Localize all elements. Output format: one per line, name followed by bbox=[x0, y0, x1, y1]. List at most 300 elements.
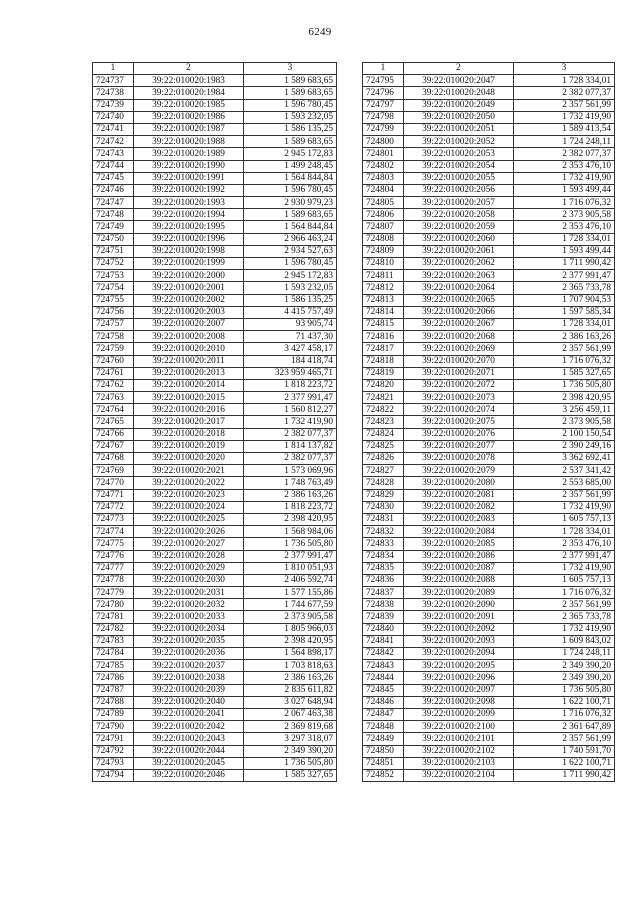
cadastral-number-cell: 39:22:010020:2031 bbox=[134, 587, 244, 599]
value-cell: 4 415 757,49 bbox=[244, 306, 337, 318]
value-cell: 1 728 334,01 bbox=[514, 318, 615, 330]
value-cell: 2 357 561,99 bbox=[514, 343, 615, 355]
table-row bbox=[363, 623, 615, 635]
value-cell: 1 596 780,45 bbox=[244, 184, 337, 196]
table-row bbox=[363, 294, 615, 306]
value-cell: 1 732 419,90 bbox=[514, 172, 615, 184]
cadastral-number-cell: 39:22:010020:1999 bbox=[134, 258, 244, 270]
value-cell: 1 622 100,71 bbox=[514, 696, 615, 708]
cadastral-number-cell: 39:22:010020:2001 bbox=[134, 282, 244, 294]
cadastral-number-cell: 39:22:010020:1991 bbox=[134, 172, 244, 184]
table-row bbox=[363, 306, 615, 318]
table-row bbox=[363, 258, 615, 270]
column-header-1: 1 bbox=[93, 63, 134, 75]
cadastral-number-cell: 39:22:010020:2039 bbox=[134, 684, 244, 696]
value-cell: 2 934 527,63 bbox=[244, 245, 337, 257]
cadastral-number-cell: 39:22:010020:2037 bbox=[134, 660, 244, 672]
value-cell: 2 369 819,68 bbox=[244, 721, 337, 733]
table-row bbox=[363, 769, 615, 781]
value-cell: 1 711 990,42 bbox=[514, 258, 615, 270]
cadastral-number-cell: 39:22:010020:2101 bbox=[404, 733, 514, 745]
row-number-cell: 724747 bbox=[93, 197, 134, 209]
table-row bbox=[363, 123, 615, 135]
value-cell: 1 736 505,80 bbox=[244, 757, 337, 769]
table-row bbox=[93, 733, 337, 745]
row-number-cell: 724833 bbox=[363, 538, 404, 550]
value-cell: 1 605 757,13 bbox=[514, 513, 615, 525]
value-cell: 1 577 155,86 bbox=[244, 587, 337, 599]
cadastral-number-cell: 39:22:010020:1998 bbox=[134, 245, 244, 257]
row-number-cell: 724776 bbox=[93, 550, 134, 562]
cadastral-number-cell: 39:22:010020:2017 bbox=[134, 416, 244, 428]
table-row bbox=[363, 331, 615, 343]
value-cell: 1 814 137,82 bbox=[244, 440, 337, 452]
row-number-cell: 724815 bbox=[363, 318, 404, 330]
row-number-cell: 724791 bbox=[93, 733, 134, 745]
table-row bbox=[93, 489, 337, 501]
value-cell: 1 593 232,05 bbox=[244, 111, 337, 123]
row-number-cell: 724760 bbox=[93, 355, 134, 367]
row-number-cell: 724765 bbox=[93, 416, 134, 428]
cadastral-number-cell: 39:22:010020:2048 bbox=[404, 87, 514, 99]
table-row bbox=[93, 87, 337, 99]
table-row bbox=[363, 599, 615, 611]
cadastral-number-cell: 39:22:010020:2046 bbox=[134, 769, 244, 781]
value-cell: 2 537 341,42 bbox=[514, 465, 615, 477]
value-cell: 2 386 163,26 bbox=[244, 672, 337, 684]
table-row bbox=[363, 282, 615, 294]
cadastral-number-cell: 39:22:010020:2025 bbox=[134, 513, 244, 525]
table-row bbox=[93, 392, 337, 404]
row-number-cell: 724759 bbox=[93, 343, 134, 355]
column-header-2: 2 bbox=[134, 63, 244, 75]
row-number-cell: 724794 bbox=[93, 769, 134, 781]
cadastral-number-cell: 39:22:010020:2099 bbox=[404, 708, 514, 720]
row-number-cell: 724775 bbox=[93, 538, 134, 550]
cadastral-number-cell: 39:22:010020:2067 bbox=[404, 318, 514, 330]
cadastral-number-cell: 39:22:010020:2021 bbox=[134, 465, 244, 477]
value-cell: 2 382 077,37 bbox=[244, 428, 337, 440]
value-cell: 1 707 904,53 bbox=[514, 294, 615, 306]
value-cell: 1 564 844,84 bbox=[244, 172, 337, 184]
cadastral-number-cell: 39:22:010020:1995 bbox=[134, 221, 244, 233]
row-number-cell: 724744 bbox=[93, 160, 134, 172]
value-cell: 1 573 069,96 bbox=[244, 465, 337, 477]
row-number-cell: 724800 bbox=[363, 136, 404, 148]
table-row bbox=[93, 648, 337, 660]
value-cell: 1 716 076,32 bbox=[514, 708, 615, 720]
table-row bbox=[363, 453, 615, 465]
table-row bbox=[363, 501, 615, 513]
cadastral-number-cell: 39:22:010020:1984 bbox=[134, 87, 244, 99]
table-row bbox=[93, 123, 337, 135]
value-cell: 2 930 979,23 bbox=[244, 197, 337, 209]
row-number-cell: 724777 bbox=[93, 562, 134, 574]
table-row bbox=[93, 684, 337, 696]
cadastral-number-cell: 39:22:010020:2092 bbox=[404, 623, 514, 635]
cadastral-number-cell: 39:22:010020:2097 bbox=[404, 684, 514, 696]
cadastral-number-cell: 39:22:010020:2041 bbox=[134, 708, 244, 720]
value-cell: 1 593 499,44 bbox=[514, 184, 615, 196]
cadastral-number-cell: 39:22:010020:2102 bbox=[404, 745, 514, 757]
row-number-cell: 724764 bbox=[93, 404, 134, 416]
table-row bbox=[363, 672, 615, 684]
value-cell: 1 724 248,11 bbox=[514, 648, 615, 660]
table-row bbox=[363, 538, 615, 550]
row-number-cell: 724772 bbox=[93, 501, 134, 513]
row-number-cell: 724767 bbox=[93, 440, 134, 452]
table-row bbox=[363, 721, 615, 733]
cadastral-number-cell: 39:22:010020:2091 bbox=[404, 611, 514, 623]
value-cell: 1 560 812,27 bbox=[244, 404, 337, 416]
value-cell: 1 724 248,11 bbox=[514, 136, 615, 148]
table-row bbox=[363, 197, 615, 209]
value-cell: 3 362 692,41 bbox=[514, 453, 615, 465]
row-number-cell: 724824 bbox=[363, 428, 404, 440]
table-row bbox=[93, 416, 337, 428]
value-cell: 1 805 966,03 bbox=[244, 623, 337, 635]
cadastral-number-cell: 39:22:010020:2018 bbox=[134, 428, 244, 440]
value-cell: 2 406 592,74 bbox=[244, 574, 337, 586]
header-row bbox=[93, 63, 337, 75]
value-cell: 3 297 318,07 bbox=[244, 733, 337, 745]
value-cell: 2 357 561,99 bbox=[514, 599, 615, 611]
value-cell: 1 711 990,42 bbox=[514, 769, 615, 781]
value-cell: 2 365 733,78 bbox=[514, 611, 615, 623]
row-number-cell: 724822 bbox=[363, 404, 404, 416]
row-number-cell: 724805 bbox=[363, 197, 404, 209]
table-row bbox=[93, 635, 337, 647]
row-number-cell: 724852 bbox=[363, 769, 404, 781]
row-number-cell: 724831 bbox=[363, 513, 404, 525]
value-cell: 2 349 390,20 bbox=[514, 672, 615, 684]
value-cell: 1 568 984,06 bbox=[244, 526, 337, 538]
table-row bbox=[93, 245, 337, 257]
cadastral-number-cell: 39:22:010020:2094 bbox=[404, 648, 514, 660]
value-cell: 2 353 476,10 bbox=[514, 538, 615, 550]
cadastral-number-cell: 39:22:010020:2016 bbox=[134, 404, 244, 416]
table-row bbox=[93, 318, 337, 330]
table-row bbox=[93, 99, 337, 111]
cadastral-number-cell: 39:22:010020:2093 bbox=[404, 635, 514, 647]
table-row bbox=[363, 587, 615, 599]
value-cell: 1 732 419,90 bbox=[514, 623, 615, 635]
cadastral-number-cell: 39:22:010020:2089 bbox=[404, 587, 514, 599]
table-row bbox=[363, 99, 615, 111]
row-number-cell: 724737 bbox=[93, 75, 134, 87]
row-number-cell: 724846 bbox=[363, 696, 404, 708]
row-number-cell: 724842 bbox=[363, 648, 404, 660]
cadastral-number-cell: 39:22:010020:2098 bbox=[404, 696, 514, 708]
value-cell: 323 959 465,71 bbox=[244, 367, 337, 379]
value-cell: 2 373 905,58 bbox=[514, 209, 615, 221]
cadastral-number-cell: 39:22:010020:2068 bbox=[404, 331, 514, 343]
row-number-cell: 724773 bbox=[93, 513, 134, 525]
cadastral-number-cell: 39:22:010020:2070 bbox=[404, 355, 514, 367]
cadastral-number-cell: 39:22:010020:2040 bbox=[134, 696, 244, 708]
table-row bbox=[363, 684, 615, 696]
value-cell: 1 589 683,65 bbox=[244, 87, 337, 99]
table-row bbox=[363, 489, 615, 501]
value-cell: 2 373 905,58 bbox=[514, 416, 615, 428]
row-number-cell: 724829 bbox=[363, 489, 404, 501]
row-number-cell: 724754 bbox=[93, 282, 134, 294]
column-header-3: 3 bbox=[244, 63, 337, 75]
value-cell: 1 609 843,02 bbox=[514, 635, 615, 647]
cadastral-number-cell: 39:22:010020:2082 bbox=[404, 501, 514, 513]
table-row bbox=[363, 379, 615, 391]
value-cell: 1 593 232,05 bbox=[244, 282, 337, 294]
row-number-cell: 724792 bbox=[93, 745, 134, 757]
row-number-cell: 724813 bbox=[363, 294, 404, 306]
cadastral-number-cell: 39:22:010020:2034 bbox=[134, 623, 244, 635]
value-cell: 2 349 390,20 bbox=[244, 745, 337, 757]
cadastral-number-cell: 39:22:010020:2069 bbox=[404, 343, 514, 355]
table-row bbox=[93, 623, 337, 635]
table-row bbox=[363, 404, 615, 416]
table-row bbox=[93, 611, 337, 623]
table-row bbox=[363, 318, 615, 330]
value-cell: 1 736 505,80 bbox=[244, 538, 337, 550]
row-number-cell: 724826 bbox=[363, 453, 404, 465]
table-row bbox=[93, 197, 337, 209]
table-row bbox=[93, 440, 337, 452]
table-row bbox=[93, 538, 337, 550]
value-cell: 2 386 163,26 bbox=[514, 331, 615, 343]
row-number-cell: 724839 bbox=[363, 611, 404, 623]
cadastral-number-cell: 39:22:010020:2080 bbox=[404, 477, 514, 489]
table-row bbox=[93, 526, 337, 538]
row-number-cell: 724798 bbox=[363, 111, 404, 123]
row-number-cell: 724795 bbox=[363, 75, 404, 87]
value-cell: 1 589 683,65 bbox=[244, 136, 337, 148]
value-cell: 2 361 647,89 bbox=[514, 721, 615, 733]
table-row bbox=[93, 513, 337, 525]
row-number-cell: 724750 bbox=[93, 233, 134, 245]
value-cell: 1 732 419,90 bbox=[514, 562, 615, 574]
cadastral-number-cell: 39:22:010020:2085 bbox=[404, 538, 514, 550]
table-row bbox=[93, 708, 337, 720]
row-number-cell: 724836 bbox=[363, 574, 404, 586]
value-cell: 2 945 172,83 bbox=[244, 148, 337, 160]
value-cell: 1 589 683,65 bbox=[244, 209, 337, 221]
table-row bbox=[363, 440, 615, 452]
value-cell: 1 622 100,71 bbox=[514, 757, 615, 769]
value-cell: 1 748 763,49 bbox=[244, 477, 337, 489]
row-number-cell: 724843 bbox=[363, 660, 404, 672]
table-row bbox=[363, 562, 615, 574]
table-row bbox=[93, 769, 337, 781]
value-cell: 1 716 076,32 bbox=[514, 197, 615, 209]
cadastral-number-cell: 39:22:010020:2013 bbox=[134, 367, 244, 379]
cadastral-number-cell: 39:22:010020:2088 bbox=[404, 574, 514, 586]
cadastral-number-cell: 39:22:010020:2081 bbox=[404, 489, 514, 501]
row-number-cell: 724796 bbox=[363, 87, 404, 99]
cadastral-number-cell: 39:22:010020:2007 bbox=[134, 318, 244, 330]
row-number-cell: 724823 bbox=[363, 416, 404, 428]
row-number-cell: 724774 bbox=[93, 526, 134, 538]
table-row bbox=[93, 355, 337, 367]
value-cell: 1 586 135,25 bbox=[244, 294, 337, 306]
cadastral-number-cell: 39:22:010020:2015 bbox=[134, 392, 244, 404]
value-cell: 2 365 733,78 bbox=[514, 282, 615, 294]
row-number-cell: 724851 bbox=[363, 757, 404, 769]
cadastral-number-cell: 39:22:010020:2045 bbox=[134, 757, 244, 769]
row-number-cell: 724825 bbox=[363, 440, 404, 452]
value-cell: 2 553 685,00 bbox=[514, 477, 615, 489]
value-cell: 1 732 419,90 bbox=[244, 416, 337, 428]
value-cell: 3 427 458,17 bbox=[244, 343, 337, 355]
row-number-cell: 724788 bbox=[93, 696, 134, 708]
cadastral-number-cell: 39:22:010020:2035 bbox=[134, 635, 244, 647]
row-number-cell: 724785 bbox=[93, 660, 134, 672]
row-number-cell: 724761 bbox=[93, 367, 134, 379]
row-number-cell: 724739 bbox=[93, 99, 134, 111]
cadastral-number-cell: 39:22:010020:1990 bbox=[134, 160, 244, 172]
row-number-cell: 724841 bbox=[363, 635, 404, 647]
table-row bbox=[363, 111, 615, 123]
row-number-cell: 724780 bbox=[93, 599, 134, 611]
value-cell: 93 905,74 bbox=[244, 318, 337, 330]
table-row bbox=[93, 282, 337, 294]
cadastral-number-cell: 39:22:010020:2052 bbox=[404, 136, 514, 148]
cadastral-number-cell: 39:22:010020:2003 bbox=[134, 306, 244, 318]
table-row bbox=[93, 343, 337, 355]
cadastral-number-cell: 39:22:010020:2073 bbox=[404, 392, 514, 404]
row-number-cell: 724766 bbox=[93, 428, 134, 440]
cadastral-number-cell: 39:22:010020:2042 bbox=[134, 721, 244, 733]
row-number-cell: 724810 bbox=[363, 258, 404, 270]
cadastral-number-cell: 39:22:010020:2056 bbox=[404, 184, 514, 196]
value-cell: 2 373 905,58 bbox=[244, 611, 337, 623]
value-cell: 1 564 844,84 bbox=[244, 221, 337, 233]
cadastral-number-cell: 39:22:010020:2055 bbox=[404, 172, 514, 184]
cadastral-number-cell: 39:22:010020:2011 bbox=[134, 355, 244, 367]
value-cell: 1 716 076,32 bbox=[514, 355, 615, 367]
table-row bbox=[93, 501, 337, 513]
row-number-cell: 724755 bbox=[93, 294, 134, 306]
value-cell: 1 585 327,65 bbox=[514, 367, 615, 379]
table-row bbox=[93, 160, 337, 172]
value-cell: 2 966 463,24 bbox=[244, 233, 337, 245]
row-number-cell: 724816 bbox=[363, 331, 404, 343]
cadastral-number-cell: 39:22:010020:2036 bbox=[134, 648, 244, 660]
column-header-2: 2 bbox=[404, 63, 514, 75]
cadastral-number-cell: 39:22:010020:2033 bbox=[134, 611, 244, 623]
cadastral-number-cell: 39:22:010020:2038 bbox=[134, 672, 244, 684]
table-row bbox=[363, 550, 615, 562]
row-number-cell: 724787 bbox=[93, 684, 134, 696]
cadastral-number-cell: 39:22:010020:2063 bbox=[404, 270, 514, 282]
table-row bbox=[93, 672, 337, 684]
row-number-cell: 724845 bbox=[363, 684, 404, 696]
cadastral-number-cell: 39:22:010020:2096 bbox=[404, 672, 514, 684]
table-row bbox=[363, 184, 615, 196]
value-cell: 1 589 413,54 bbox=[514, 123, 615, 135]
row-number-cell: 724811 bbox=[363, 270, 404, 282]
table-row bbox=[93, 184, 337, 196]
cadastral-number-cell: 39:22:010020:1987 bbox=[134, 123, 244, 135]
table-row bbox=[93, 270, 337, 282]
table-row bbox=[363, 477, 615, 489]
cadastral-number-cell: 39:22:010020:1989 bbox=[134, 148, 244, 160]
row-number-cell: 724751 bbox=[93, 245, 134, 257]
row-number-cell: 724814 bbox=[363, 306, 404, 318]
row-number-cell: 724740 bbox=[93, 111, 134, 123]
cadastral-number-cell: 39:22:010020:1983 bbox=[134, 75, 244, 87]
table-row bbox=[363, 75, 615, 87]
row-number-cell: 724769 bbox=[93, 465, 134, 477]
table-row bbox=[93, 721, 337, 733]
value-cell: 1 499 248,45 bbox=[244, 160, 337, 172]
table-row bbox=[363, 367, 615, 379]
value-cell: 2 835 611,82 bbox=[244, 684, 337, 696]
cadastral-number-cell: 39:22:010020:2095 bbox=[404, 660, 514, 672]
row-number-cell: 724763 bbox=[93, 392, 134, 404]
table-row bbox=[363, 660, 615, 672]
row-number-cell: 724830 bbox=[363, 501, 404, 513]
row-number-cell: 724832 bbox=[363, 526, 404, 538]
value-cell: 1 703 818,63 bbox=[244, 660, 337, 672]
table-row bbox=[93, 757, 337, 769]
value-cell: 2 377 991,47 bbox=[244, 392, 337, 404]
cadastral-number-cell: 39:22:010020:2071 bbox=[404, 367, 514, 379]
row-number-cell: 724820 bbox=[363, 379, 404, 391]
table-row bbox=[93, 331, 337, 343]
row-number-cell: 724758 bbox=[93, 331, 134, 343]
value-cell: 1 744 677,59 bbox=[244, 599, 337, 611]
header-row bbox=[363, 63, 615, 75]
table-row bbox=[363, 733, 615, 745]
cadastral-number-cell: 39:22:010020:2083 bbox=[404, 513, 514, 525]
table-row bbox=[363, 526, 615, 538]
cadastral-number-cell: 39:22:010020:2010 bbox=[134, 343, 244, 355]
table-row bbox=[93, 75, 337, 87]
value-cell: 1 740 591,70 bbox=[514, 745, 615, 757]
table-row bbox=[363, 757, 615, 769]
table-row bbox=[93, 136, 337, 148]
row-number-cell: 724741 bbox=[93, 123, 134, 135]
row-number-cell: 724742 bbox=[93, 136, 134, 148]
row-number-cell: 724828 bbox=[363, 477, 404, 489]
value-cell: 1 564 898,17 bbox=[244, 648, 337, 660]
cadastral-number-cell: 39:22:010020:2054 bbox=[404, 160, 514, 172]
row-number-cell: 724808 bbox=[363, 233, 404, 245]
row-number-cell: 724844 bbox=[363, 672, 404, 684]
table-row bbox=[93, 221, 337, 233]
row-number-cell: 724768 bbox=[93, 453, 134, 465]
row-number-cell: 724834 bbox=[363, 550, 404, 562]
cadastral-number-cell: 39:22:010020:1985 bbox=[134, 99, 244, 111]
cadastral-number-cell: 39:22:010020:2062 bbox=[404, 258, 514, 270]
row-number-cell: 724757 bbox=[93, 318, 134, 330]
table-row bbox=[93, 696, 337, 708]
value-cell: 1 732 419,90 bbox=[514, 111, 615, 123]
row-number-cell: 724784 bbox=[93, 648, 134, 660]
value-cell: 2 377 991,47 bbox=[514, 270, 615, 282]
table-row bbox=[93, 294, 337, 306]
table-row bbox=[363, 428, 615, 440]
table-row bbox=[363, 221, 615, 233]
page-number: 6249 bbox=[308, 26, 332, 38]
row-number-cell: 724799 bbox=[363, 123, 404, 135]
cadastral-number-cell: 39:22:010020:2044 bbox=[134, 745, 244, 757]
cadastral-number-cell: 39:22:010020:2076 bbox=[404, 428, 514, 440]
cadastral-number-cell: 39:22:010020:2058 bbox=[404, 209, 514, 221]
row-number-cell: 724756 bbox=[93, 306, 134, 318]
row-number-cell: 724738 bbox=[93, 87, 134, 99]
row-number-cell: 724789 bbox=[93, 708, 134, 720]
